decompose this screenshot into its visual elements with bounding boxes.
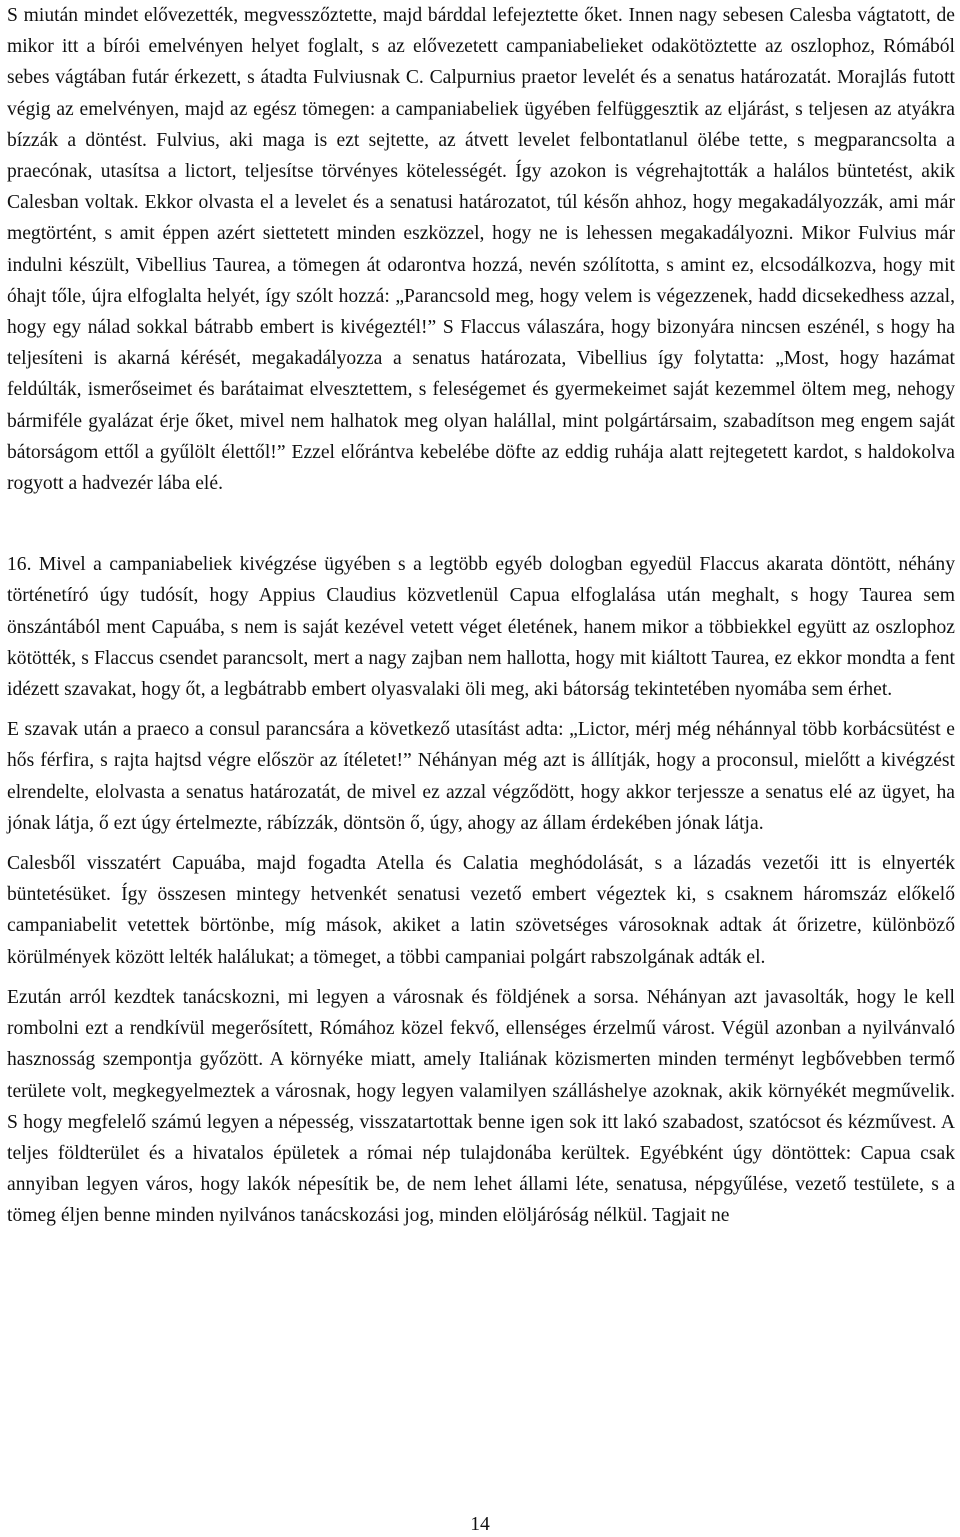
page-number: 14 [470, 1514, 490, 1535]
paragraph-5: Ezután arról kezdtek tanácskozni, mi legyen a városnak és földjének a sorsa. Néhányan azt javasolták, hogy le kell rombolni ezt a rendkívül megerősített, Rómához közel fekvő, ellenséges érzelmű várost. Végül azonban a nyilvánvaló hasznosság szempontja győzött. A környéke miatt, amely Italiának közismerten minden terményt legbővebben termő területe volt, megkegyelmeztek a városnak, hogy legyen valamilyen szálláshelye azoknak, akik környékét megművelik. S hogy megfelelő számú legyen a népesség, visszatartottak benne igen sok itt lakó szabadost, szatócsot és kézművest. A teljes földterület és a hivatalos épületek a római nép tulajdonába kerültek. Egyébként úgy döntöttek: Capua csak annyiban legyen város, hogy lakók népesítik be, de nem lehet állami léte, senatusa, népgyűlése, vezető testülete, s a tömeg éljen benne minden nyilvános tanácskozási jog, minden elöljáróság nélkül. Tagjait ne [7, 986, 955, 1227]
document-page [7, 0, 955, 1232]
paragraph-2-section-16: 16. Mivel a campaniabeliek kivégzése ügyében s a legtöbb egyéb dologban egyedül Flaccus akarata döntött, néhány történetíró úgy tudósít, hogy Appius Claudius közvetlenül Capua elfoglalása után meghalt, s hogy Taurea sem önszántából ment Capuába, s nem is saját kezével vetett véget életének, hanem mikor a többiekkel együtt az oszlophoz kötötték, s Flaccus csendet parancsolt, mert a nagy zajban nem hallotta, hogy mit kiáltott Taurea, ez ekkor mondta a fent idézett szavakat, hogy őt, a legbátrabb embert olyasvalaki öli meg, aki bátorság tekintetében nyomába sem érhet. [7, 554, 955, 701]
paragraph-1: S miután mindet elővezették, megvesszőztette, majd bárddal lefejeztette őket. Innen nagy sebesen Calesba vágtatott, de mikor itt a bírói emelvényen helyet foglalt, s az elővezetett campaniabelieket odakötöztette az oszlophoz, Rómából sebes vágtában futár érkezett, s átadta Fulviusnak C. Calpurnius praetor levelét és a senatus határozatát. Morajlás futott végig az emelvényen, majd az egész tömegen: a campaniabeliek ügyében felfüggesztik az eljárást, s teljesen az atyákra bízzák a döntést. Fulvius, aki maga is ezt sejtette, az átvett levelet felbontatlanul ölébe tette, s megparancsolta a praecónak, utasítsa a lictort, teljesítse törvényes kötelességét. Így azokon is végrehajtották a halálos büntetést, akik Calesban voltak. Ekkor olvasta el a levelet és a senatusi határozatot, túl későn ahhoz, hogy megakadályozzák, ami már megtörtént, s amit éppen azért siettetett minden eszközzel, hogy ne is lehessen megakadályozni. Mikor Fulvius már indulni készült, Vibellius Taurea, a tömegen át odarontva hozzá, nevén szólította, s amint ez, elcsodálkozva, hogy mit óhajt tőle, újra elfoglalta helyét, így szólt hozzá: „Parancsold meg, hogy velem is végezzenek, hadd dicsekedhess azzal, hogy egy nálad sokkal bátrabb embert is kivégeztél!” S Flaccus válaszára, hogy bizonyára nincsen eszénél, s hogy ha teljesíteni is akarná kérését, megakadályozza a senatus határozata, Vibellius így folytatta: „Most, hogy hazámat feldúlták, ismerőseimet és barátaimat elvesztettem, s feleségemet és gyermekeimet saját kezemmel öltem meg, nehogy bármiféle gyalázat érje őket, mivel nem halhatok meg olyan halállal, mint polgártársaim, szabadítson meg engem saját bátorságom ettől a gyűlölt élettől!” Ezzel előrántva kebelébe döfte az eddig ruhája alatt rejtegetett kardot, s haldokolva rogyott a hadvezér lába elé. [7, 5, 955, 495]
paragraph-3: E szavak után a praeco a consul parancsára a következő utasítást adta: „Lictor, mérj még néhánnyal több korbácsütést e hős férfira, s rajta hajtsd végre először az ítéletet!” Néhányan még azt is állítják, hogy a proconsul, mielőtt a kivégzést elrendelte, elolvasta a senatus határozatát, de mivel ez azzal végződött, hogy akkor terjessze a senatus elé az ügyet, ha jónak látja, ő ezt úgy értelmezte, rábízzák, döntsön ő, úgy, ahogy az állam érdekében jónak látja. [7, 719, 955, 834]
paragraph-4: Calesből visszatért Capuába, majd fogadta Atella és Calatia meghódolását, s a lázadás vezetői itt is elnyerték büntetésüket. Így összesen mintegy hetvenkét senatusi vezető embert végeztek ki, s csaknem háromszáz előkelő campaniabelit vetettek börtönbe, míg mások, akiket a latin szövetséges városoknak adtak át őrizetre, különböző körülmények között lelték halálukat; a tömeget, a többi campaniai polgárt rabszolgának adták el. [7, 853, 955, 968]
